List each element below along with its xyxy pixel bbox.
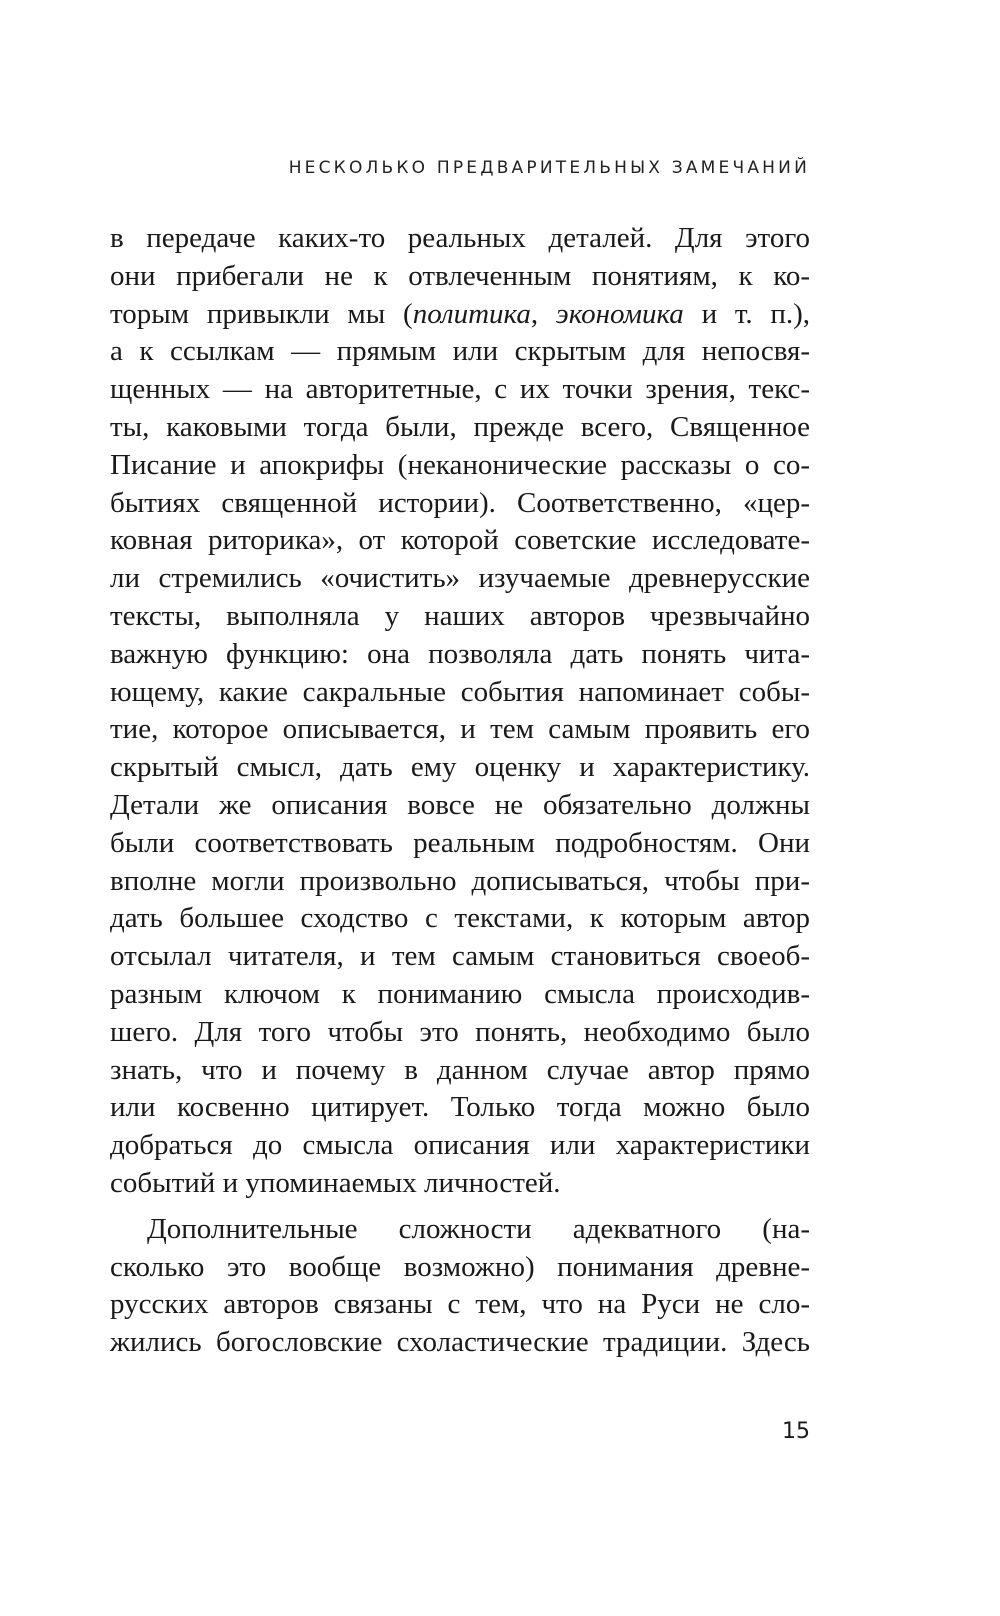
text-line: были соответствовать реальным подробностям. Они (110, 826, 810, 859)
text-line: отсылал читателя, и тем самым становиться своеоб- (110, 940, 810, 973)
text-line: Дополнительные сложности адекватного (на- (147, 1212, 810, 1245)
text-line: Детали же описания вовсе не обязательно должны (110, 788, 810, 821)
text-line: Писание и апокрифы (неканонические рассказы о со- (110, 448, 810, 481)
body-text (110, 220, 810, 1362)
italic-term: политика (412, 297, 531, 330)
text-line: бытиях священной истории). Соответственно, «цер- (110, 486, 810, 519)
text-line: русских авторов связаны с тем, что на Руси не сло- (110, 1288, 810, 1321)
text-line: или косвенно цитирует. Только тогда можно было (110, 1091, 810, 1124)
text-line: ли стремились «очистить» изучаемые древнерусские (110, 562, 810, 595)
text-line: жились богословские схоластические традиции. Здесь (110, 1326, 810, 1359)
text-line: щенных — на авторитетные, с их точки зрения, текс- (110, 373, 810, 406)
page-number: 15 (782, 1419, 810, 1444)
text-line: ющему, какие сакральные события напоминает собы- (110, 675, 810, 708)
text-line: скрытый смысл, дать ему оценку и характеристику. (110, 751, 810, 784)
text-line: тие, которое описывается, и тем самым проявить его (110, 713, 810, 746)
text-line: ковная риторика», от которой советские исследовате- (110, 524, 810, 557)
paragraph-1 (110, 220, 810, 1203)
text-line: они прибегали не к отвлеченным понятиям, к ко- (110, 259, 810, 292)
text-line: событий и упоминаемых личностей. (110, 1166, 561, 1199)
paragraph-2 (110, 1211, 810, 1362)
text-line: тексты, выполняла у наших авторов чрезвычайно (110, 599, 810, 632)
text-line: вполне могли произвольно дописываться, чтобы при- (110, 864, 810, 897)
text-line: ты, каковыми тогда были, прежде всего, Священное (110, 410, 810, 443)
text-fragment: , (530, 297, 556, 330)
text-line: а к ссылкам — прямым или скрытым для непосвя- (110, 335, 810, 368)
text-line: добраться до смысла описания или характеристики (110, 1129, 810, 1162)
text-fragment: торым привыкли мы ( (110, 297, 413, 330)
text-fragment: и т. п.), (683, 297, 811, 330)
running-header: НЕСКОЛЬКО ПРЕДВАРИТЕЛЬНЫХ ЗАМЕЧАНИЙ (288, 158, 810, 178)
text-line: дать большее сходство с текстами, к которым автор (110, 902, 810, 935)
text-line: шего. Для того чтобы это понять, необходимо было (110, 1015, 810, 1048)
text-line: сколько это вообще возможно) понимания древне- (110, 1250, 810, 1283)
text-line: разным ключом к пониманию смысла происходив- (110, 977, 810, 1010)
italic-term: экономика (555, 297, 684, 330)
text-line: важную функцию: она позволяла дать понять чита- (110, 637, 810, 670)
text-line: знать, что и почему в данном случае автор прямо (110, 1053, 810, 1086)
text-line: в передаче каких-то реальных деталей. Для этого (110, 222, 810, 254)
text-line-with-italics (110, 296, 810, 334)
